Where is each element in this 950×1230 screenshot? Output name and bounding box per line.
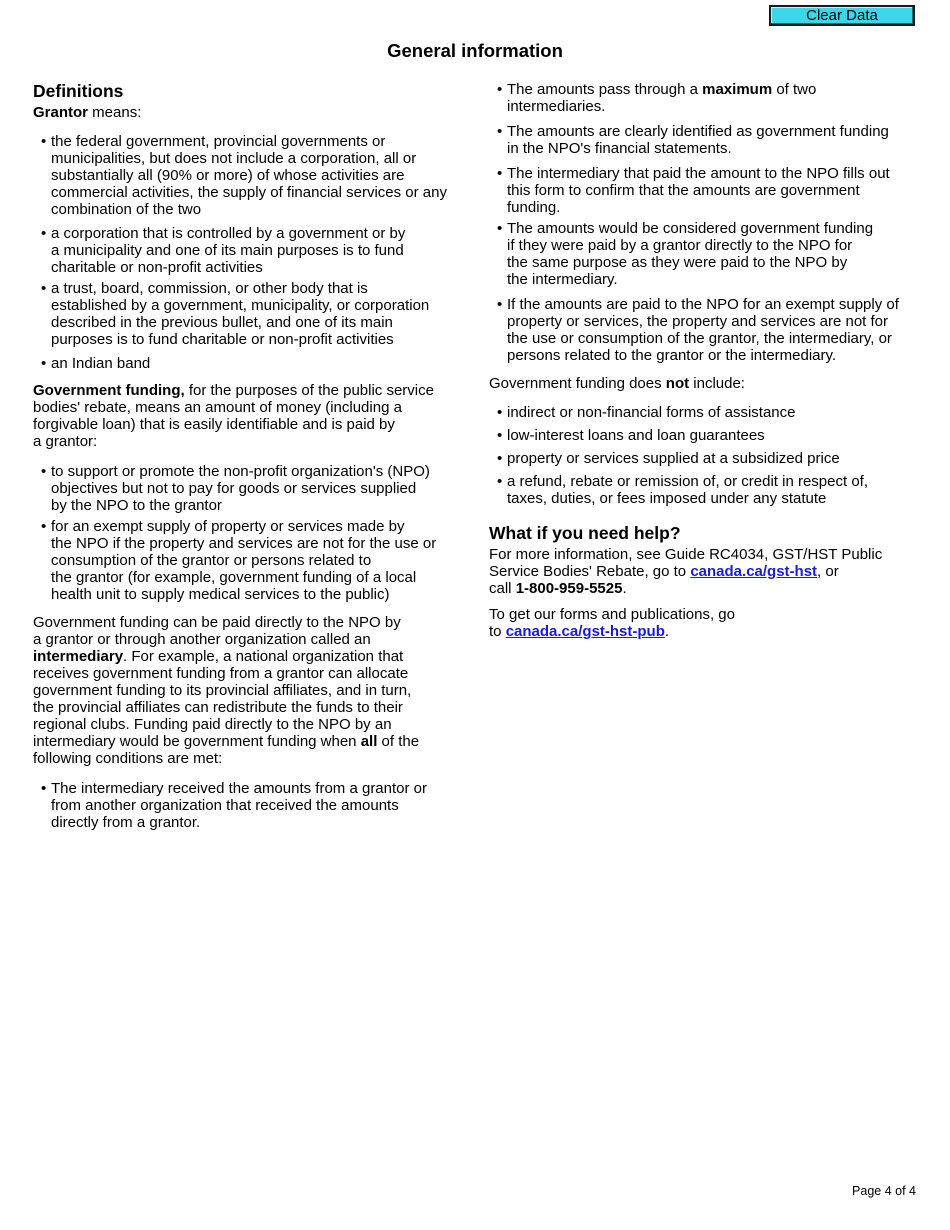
line: the use or consumption of the grantor, the intermediary, or bbox=[507, 330, 892, 347]
gf-term: Government funding, bbox=[33, 382, 185, 399]
line: described in the previous bullet, and one of its main bbox=[51, 314, 393, 331]
line: purposes is to fund charitable or non-profit activities bbox=[51, 331, 394, 348]
line bbox=[507, 81, 929, 98]
line: funding. bbox=[507, 199, 561, 216]
line: objectives but not to pay for goods or services supplied bbox=[51, 480, 417, 497]
line: if they were paid by a grantor directly to the NPO for bbox=[507, 237, 853, 254]
left-column bbox=[33, 80, 473, 831]
line: consumption of the grantor or persons related to bbox=[51, 552, 372, 569]
line: government funding to its provincial affiliates, and in turn, bbox=[33, 682, 412, 699]
line: • The amounts are clearly identified as government funding bbox=[507, 123, 889, 140]
grantor-list bbox=[33, 133, 473, 372]
line: directly from a grantor. bbox=[51, 814, 201, 831]
grantor-means: means: bbox=[88, 104, 142, 121]
help-heading: What if you need help? bbox=[489, 523, 681, 543]
line: • to support or promote the non-profit organization's (NPO) bbox=[51, 463, 430, 480]
government-funding-list bbox=[33, 463, 473, 603]
line: a municipality and one of its main purposes is to fund bbox=[51, 242, 404, 259]
line bbox=[489, 563, 929, 580]
line bbox=[33, 733, 473, 750]
line: • a corporation that is controlled by a government or by bbox=[51, 225, 406, 242]
text: . For example, a national organization that bbox=[123, 648, 404, 665]
line: the grantor (for example, government funding of a local bbox=[51, 569, 417, 586]
help-paragraph bbox=[489, 546, 929, 597]
line: a grantor or through another organization called an bbox=[33, 631, 371, 648]
text: call bbox=[489, 580, 516, 597]
line: substantially all (90% or more) of whose activities are bbox=[51, 167, 405, 184]
line: municipalities, but does not include a corporation, all or bbox=[51, 150, 417, 167]
line: the same purpose as they were paid to the NPO by bbox=[507, 254, 848, 271]
line: • a trust, board, commission, or other body that is bbox=[51, 280, 368, 297]
government-funding-definition bbox=[33, 382, 473, 450]
line: following conditions are met: bbox=[33, 750, 223, 767]
intermediary-term: intermediary bbox=[33, 648, 124, 665]
condition-item bbox=[489, 220, 929, 288]
line: • a refund, rebate or remission of, or credit in respect of, bbox=[507, 473, 869, 490]
line: the intermediary. bbox=[507, 271, 618, 288]
line bbox=[33, 648, 473, 665]
text: to bbox=[489, 623, 506, 640]
text: The amounts pass through a bbox=[507, 81, 703, 98]
text: of two bbox=[772, 81, 817, 98]
excluded-item bbox=[489, 404, 929, 421]
line: • The amounts would be considered government funding bbox=[507, 220, 874, 237]
grantor-item bbox=[33, 225, 473, 276]
line: Government funding can be paid directly to the NPO by bbox=[33, 614, 401, 631]
line: intermediaries. bbox=[507, 98, 606, 115]
text: , or bbox=[817, 563, 839, 580]
line: • The intermediary that paid the amount to the NPO fills out bbox=[507, 165, 890, 182]
all-term: all bbox=[360, 733, 378, 750]
grantor-intro bbox=[33, 104, 473, 121]
forms-paragraph bbox=[489, 606, 929, 640]
line: For more information, see Guide RC4034, GST/HST Public bbox=[489, 546, 883, 563]
line: this form to confirm that the amounts are government bbox=[507, 182, 860, 199]
line: persons related to the grantor or the intermediary. bbox=[507, 347, 837, 364]
text: include: bbox=[689, 375, 745, 392]
grantor-item bbox=[33, 280, 473, 348]
gf-item bbox=[33, 518, 473, 603]
line: for the purposes of the public service bbox=[184, 382, 434, 399]
condition-item bbox=[489, 123, 929, 157]
excluded-list bbox=[489, 404, 929, 507]
line: combination of the two bbox=[51, 201, 202, 218]
grantor-item bbox=[33, 355, 473, 372]
line: by the NPO to the grantor bbox=[51, 497, 222, 514]
grantor-term: Grantor bbox=[33, 104, 89, 121]
line: in the NPO's financial statements. bbox=[507, 140, 732, 157]
line: property or services, the property and services are not for bbox=[507, 313, 889, 330]
conditions-list-continued bbox=[489, 81, 929, 364]
clear-data-button[interactable]: Clear Data bbox=[769, 5, 915, 26]
excluded-item bbox=[489, 427, 929, 444]
intermediary-paragraph bbox=[33, 614, 473, 767]
text: . bbox=[622, 580, 627, 597]
page-number: Page 4 of 4 bbox=[852, 1184, 916, 1198]
line: from another organization that received the amounts bbox=[51, 797, 399, 814]
line: the provincial affiliates can redistribute the funds to their bbox=[33, 699, 403, 716]
line bbox=[489, 580, 929, 597]
line: • low-interest loans and loan guarantees bbox=[507, 427, 765, 444]
line: To get our forms and publications, go bbox=[489, 606, 735, 623]
line: charitable or non-profit activities bbox=[51, 259, 263, 276]
excluded-item bbox=[489, 450, 929, 467]
line: • property or services supplied at a subsidized price bbox=[507, 450, 840, 467]
line: • indirect or non-financial forms of assistance bbox=[507, 404, 796, 421]
text: . bbox=[664, 623, 670, 640]
conditions-list-start bbox=[33, 780, 473, 831]
line: • for an exempt supply of property or services made by bbox=[51, 518, 405, 535]
condition-item bbox=[489, 296, 929, 364]
line: health unit to supply medical services to the public) bbox=[51, 586, 390, 603]
right-column bbox=[489, 81, 929, 640]
not-term: not bbox=[665, 375, 690, 392]
excluded-item bbox=[489, 473, 929, 507]
gst-hst-link[interactable]: canada.ca/gst-hst bbox=[690, 563, 818, 580]
line: • If the amounts are paid to the NPO for an exempt supply of bbox=[507, 296, 899, 313]
maximum-term: maximum bbox=[702, 81, 773, 98]
condition-item bbox=[489, 81, 929, 115]
text: of the bbox=[377, 733, 420, 750]
line: the NPO if the property and services are not for the use or bbox=[51, 535, 437, 552]
line: regional clubs. Funding paid directly to the NPO by an bbox=[33, 716, 392, 733]
gst-hst-pub-link[interactable]: canada.ca/gst-hst-pub bbox=[505, 623, 665, 640]
line: forgivable loan) that is easily identifiable and is paid by bbox=[33, 416, 395, 433]
condition-item bbox=[489, 165, 929, 216]
line: • The intermediary received the amounts from a grantor or bbox=[51, 780, 428, 797]
line: taxes, duties, or fees imposed under any statute bbox=[507, 490, 827, 507]
definitions-heading: Definitions bbox=[33, 81, 124, 101]
line: • an Indian band bbox=[51, 355, 151, 372]
text: Service Bodies' Rebate, go to bbox=[489, 563, 691, 580]
line: established by a government, municipality, or corporation bbox=[51, 297, 430, 314]
text: Government funding does bbox=[489, 375, 666, 392]
line: a grantor: bbox=[33, 433, 98, 450]
phone-number: 1-800-959-5525 bbox=[515, 580, 623, 597]
line: receives government funding from a grantor can allocate bbox=[33, 665, 409, 682]
condition-item bbox=[33, 780, 473, 831]
line bbox=[489, 623, 929, 640]
grantor-item bbox=[33, 133, 473, 218]
line: • the federal government, provincial governments or bbox=[51, 133, 386, 150]
line: bodies' rebate, means an amount of money (including a bbox=[33, 399, 402, 416]
gf-item bbox=[33, 463, 473, 514]
line: commercial activities, the supply of financial services or any bbox=[51, 184, 447, 201]
text: intermediary would be government funding when bbox=[33, 733, 361, 750]
page-title: General information bbox=[387, 40, 563, 61]
not-include-intro bbox=[489, 375, 929, 392]
